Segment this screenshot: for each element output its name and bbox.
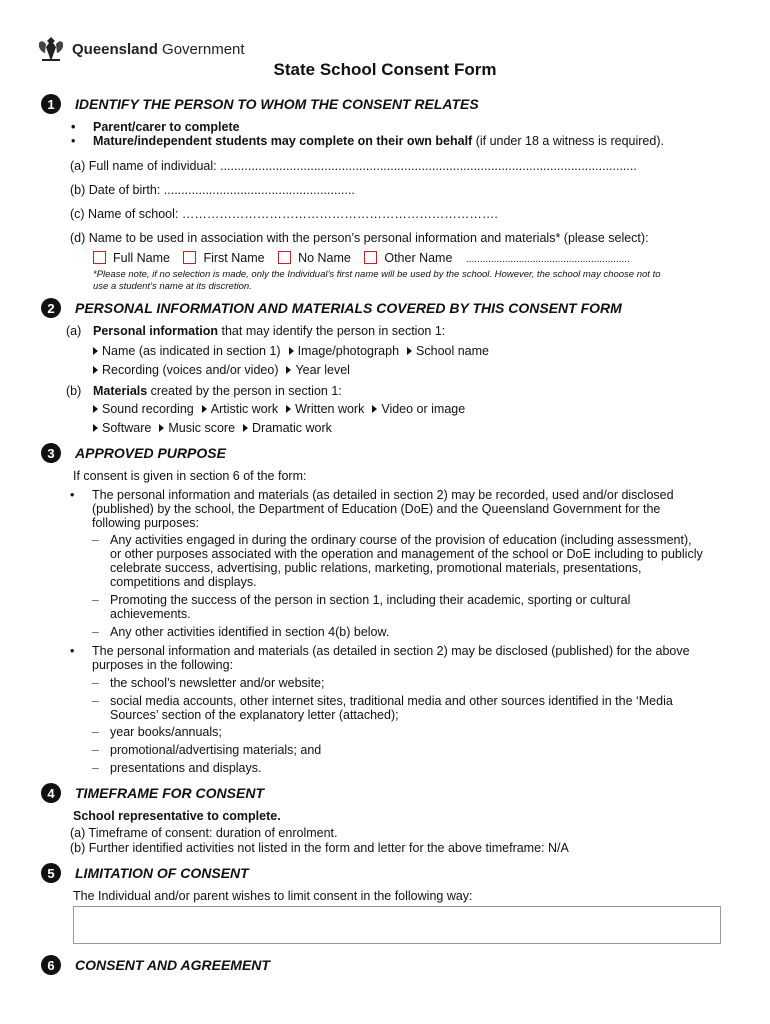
section-number: 5 xyxy=(41,863,61,883)
section-title: IDENTIFY THE PERSON TO WHOM THE CONSENT RELATES xyxy=(75,96,479,112)
section-6-header xyxy=(41,955,270,975)
personal-info-items-row-2 xyxy=(93,363,358,377)
section-number: 3 xyxy=(41,443,61,463)
triangle-bullet-icon xyxy=(93,347,98,355)
list-item: Name (as indicated in section 1) xyxy=(93,344,281,358)
section-5-header xyxy=(41,863,249,883)
checkbox[interactable] xyxy=(93,251,106,264)
list-item: Dramatic work xyxy=(243,421,332,435)
section-4-header xyxy=(41,783,264,803)
timeframe-b: (b) Further identified activities not listed in the form and letter for the above timeframe: N/A xyxy=(70,841,569,855)
field-full-name[interactable]: (a) Full name of individual: ........................................................................................................................ xyxy=(70,159,637,173)
section-number: 4 xyxy=(41,783,61,803)
channel-presentations: – presentations and displays. xyxy=(110,761,261,775)
triangle-bullet-icon xyxy=(286,366,291,374)
purpose-dash-1-line-3: celebrate success, advertising, public relations, marketing, promotional materials, presentations, xyxy=(110,561,642,575)
option-other-name[interactable]: Other Name xyxy=(364,251,452,265)
purpose-dash-1-line-2: or other purposes associated with the operation and management of the school or DoE including to publicly xyxy=(110,547,703,561)
purpose-dash-1-line-1: – Any activities engaged in during the ordinary course of the provision of education (including assessment), xyxy=(110,533,692,547)
option-no-name[interactable]: No Name xyxy=(278,251,351,265)
triangle-bullet-icon xyxy=(243,424,248,432)
option-first-name[interactable]: First Name xyxy=(183,251,264,265)
selection-note-line-1: *Please note, if no selection is made, only the Individual’s first name will be used by the school. However, the school may choose not to xyxy=(93,269,661,280)
section-3-header xyxy=(41,443,226,463)
list-item: Recording (voices and/or video) xyxy=(93,363,278,377)
triangle-bullet-icon xyxy=(93,405,98,413)
triangle-bullet-icon xyxy=(93,424,98,432)
purpose-bullet-1-line-3: following purposes: xyxy=(92,516,200,530)
triangle-bullet-icon xyxy=(93,366,98,374)
channel-promotional: – promotional/advertising materials; and xyxy=(110,743,321,757)
queensland-government-logo xyxy=(36,35,245,63)
list-item: Software xyxy=(93,421,151,435)
section-title: LIMITATION OF CONSENT xyxy=(75,865,249,881)
section-number: 1 xyxy=(41,94,61,114)
coat-of-arms-icon xyxy=(36,35,66,63)
triangle-bullet-icon xyxy=(159,424,164,432)
purpose-dash-2-line-1: – Promoting the success of the person in section 1, including their academic, sporting or cultural xyxy=(110,593,630,607)
list-item: Sound recording xyxy=(93,402,194,416)
bullet-parent-carer: • Parent/carer to complete xyxy=(93,120,240,134)
section-title: PERSONAL INFORMATION AND MATERIALS COVERED BY THIS CONSENT FORM xyxy=(75,300,622,316)
section-title: CONSENT AND AGREEMENT xyxy=(75,957,270,973)
limitation-instruction: The Individual and/or parent wishes to limit consent in the following way: xyxy=(73,889,473,903)
purpose-dash-3: – Any other activities identified in section 4(b) below. xyxy=(110,625,389,639)
other-name-field[interactable]: ........................................................... xyxy=(465,254,630,265)
list-item: Image/photograph xyxy=(289,344,399,358)
list-item: School name xyxy=(407,344,489,358)
list-item: Video or image xyxy=(372,402,465,416)
purpose-bullet-1-line-2: (published) by the school, the Department of Education (DoE) and the Queensland Government for the xyxy=(92,502,661,516)
list-item: Written work xyxy=(286,402,364,416)
option-full-name[interactable]: Full Name xyxy=(93,251,170,265)
label-a: (a) xyxy=(66,324,82,338)
triangle-bullet-icon xyxy=(407,347,412,355)
field-date-of-birth[interactable]: (b) Date of birth: ....................................................... xyxy=(70,183,355,197)
selection-note-line-2: use a student’s name at its discretion. xyxy=(93,281,252,292)
logo-text: Queensland Government xyxy=(72,40,245,58)
triangle-bullet-icon xyxy=(202,405,207,413)
section-title: APPROVED PURPOSE xyxy=(75,445,226,461)
personal-info-items-row-1 xyxy=(93,344,497,358)
channel-newsletter: – the school’s newsletter and/or website; xyxy=(110,676,324,690)
page-title: State School Consent Form xyxy=(273,60,497,79)
purpose-dash-2-line-2: achievements. xyxy=(110,607,191,621)
name-usage-question: (d) Name to be used in association with the person’s personal information and materials* (please select): xyxy=(70,231,649,245)
section-number: 2 xyxy=(41,298,61,318)
name-options xyxy=(93,251,630,265)
list-item: Year level xyxy=(286,363,349,377)
section-number: 6 xyxy=(41,955,61,975)
section-title: TIMEFRAME FOR CONSENT xyxy=(75,785,264,801)
purpose-dash-1-line-4: competitions and displays. xyxy=(110,575,257,589)
label-b: (b) xyxy=(66,384,82,398)
triangle-bullet-icon xyxy=(289,347,294,355)
bullet-mature-students: • Mature/independent students may complete on their own behalf (if under 18 a witness is required). xyxy=(93,134,664,148)
channel-social-media-line-1: – social media accounts, other internet sites, traditional media and other sources identified in the ‘Media xyxy=(110,694,673,708)
checkbox[interactable] xyxy=(183,251,196,264)
list-item: Music score xyxy=(159,421,235,435)
purpose-intro: If consent is given in section 6 of the form: xyxy=(73,469,307,483)
purpose-bullet-2-line-2: purposes in the following: xyxy=(92,658,234,672)
materials-items-row-2 xyxy=(93,421,340,435)
triangle-bullet-icon xyxy=(286,405,291,413)
triangle-bullet-icon xyxy=(372,405,377,413)
checkbox[interactable] xyxy=(364,251,377,264)
section-1-header xyxy=(41,94,479,114)
section-2-header xyxy=(41,298,622,318)
materials-heading: Materials created by the person in section 1: xyxy=(93,384,342,398)
school-rep-instruction: School representative to complete. xyxy=(73,809,281,823)
list-item: Artistic work xyxy=(202,402,278,416)
timeframe-a: (a) Timeframe of consent: duration of enrolment. xyxy=(70,826,338,840)
field-school-name[interactable]: (c) Name of school: …………………………………………………………………. xyxy=(70,207,498,221)
personal-information-heading: Personal information that may identify the person in section 1: xyxy=(93,324,446,338)
limitation-text-box[interactable] xyxy=(73,906,721,944)
materials-items-row-1 xyxy=(93,402,473,416)
checkbox[interactable] xyxy=(278,251,291,264)
channel-social-media-line-2: Sources’ section of the explanatory letter (attached); xyxy=(110,708,399,722)
channel-year-books: – year books/annuals; xyxy=(110,725,222,739)
purpose-bullet-1-line-1: • The personal information and materials (as detailed in section 2) may be recorded, used and/or disclosed xyxy=(92,488,674,502)
purpose-bullet-2-line-1: • The personal information and materials (as detailed in section 2) may be disclosed (published) for the above xyxy=(92,644,690,658)
